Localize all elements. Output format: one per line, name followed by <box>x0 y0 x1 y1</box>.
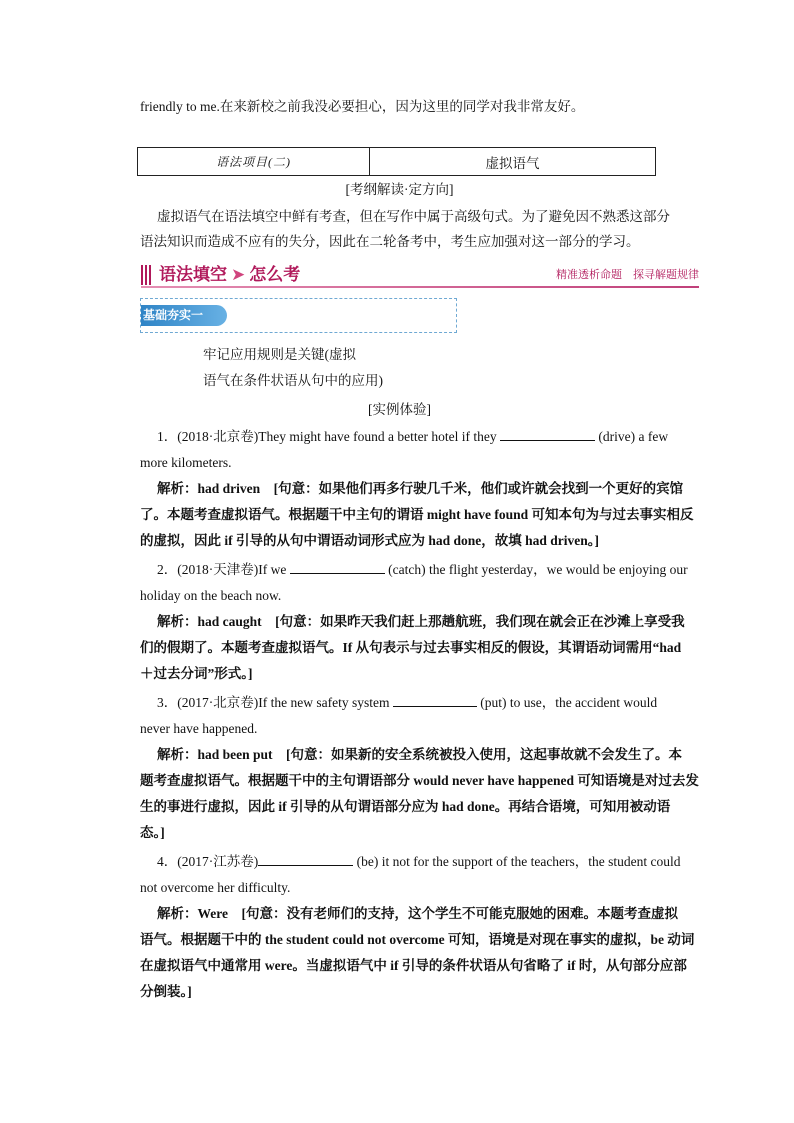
section-tag-box <box>140 298 457 333</box>
answer-4-line-4: 分倒装。] <box>140 984 192 999</box>
rule-line-1: 牢记应用规则是关键(虚拟 <box>203 347 356 362</box>
answer-1-line-3: 的虚拟，因此 if 引导的从句中谓语动词形式应为 had done，故填 had driven。] <box>140 533 600 548</box>
question-3-text-end: (put) to use，the accident would <box>480 695 658 710</box>
banner-title <box>159 263 300 287</box>
banner-subtitle: 精准透析命题 探寻解题规律 <box>556 268 699 281</box>
answer-3-line-1: 解析：had been put [句意：如果新的安全系统被投入使用，这起事故就不会发生了。本 <box>157 747 683 762</box>
answer-3-line-4: 态。] <box>140 825 165 840</box>
grammar-item-label: 语法项目(二) <box>138 148 370 175</box>
question-2-text: 2．(2018·天津卷)If we <box>157 562 287 577</box>
answer-2-line-1: 解析：had caught [句意：如果昨天我们赶上那趟航班，我们现在就会正在沙滩上享受我 <box>157 614 685 629</box>
banner-title-a: 语法填空 <box>159 265 227 285</box>
banner-stripe <box>141 265 153 285</box>
question-3-text: 3．(2017·北京卷)If the new safety system <box>157 695 390 710</box>
question-1-text: 1．(2018·北京卷)They might have found a better hotel if they <box>157 429 497 444</box>
question-1-line-2: more kilometers. <box>140 455 232 470</box>
banner-underline <box>141 286 699 288</box>
question-3-line-2: never have happened. <box>140 721 258 736</box>
section-tag: 基础夯实一 <box>141 305 227 326</box>
question-2-text-end: (catch) the flight yesterday，we would be enjoying our <box>388 562 688 577</box>
answer-3-line-3: 生的事进行虚拟，因此 if 引导的从句谓语部分应为 had done。再结合语境，可知用被动语 <box>140 799 671 814</box>
intro-line: friendly to me.在来新校之前我没必要担心，因为这里的同学对我非常友好。 <box>140 99 585 114</box>
answer-blank <box>258 852 353 866</box>
question-2-line-1 <box>157 560 688 580</box>
answer-blank <box>500 427 595 441</box>
grammar-item-table <box>137 147 656 176</box>
outline-text-1: 虚拟语气在语法填空中鲜有考查，但在写作中属于高级句式。为了避免因不熟悉这部分 <box>157 209 670 224</box>
answer-1-line-1: 解析：had driven [句意：如果他们再多行驶几千米，他们或许就会找到一个更好的宾馆 <box>157 481 684 496</box>
question-4-text-end: (be) it not for the support of the teachers，the student could <box>356 854 681 869</box>
outline-header: [考纲解读·定方向] <box>345 182 454 197</box>
question-1-text-end: (drive) a few <box>598 429 669 444</box>
question-4-line-2: not overcome her difficulty. <box>140 880 291 895</box>
question-4-line-1 <box>157 852 681 872</box>
rule-line-2: 语气在条件状语从句中的应用) <box>203 373 383 388</box>
answer-blank <box>290 560 385 574</box>
question-1-line-1 <box>157 427 668 447</box>
section-banner <box>141 263 699 288</box>
answer-4-line-1: 解析：Were [句意：没有老师们的支持，这个学生不可能克服她的困难。本题考查虚拟 <box>157 906 678 921</box>
answer-4-line-3: 在虚拟语气中通常用 were。当虚拟语气中 if 引导的条件状语从句省略了 if 时，从句部分应部 <box>140 958 687 973</box>
answer-3-line-2: 题考查虚拟语气。根据题干中的主句谓语部分 would never have happened 可知语境是对过去发 <box>140 773 699 788</box>
question-4-text: 4．(2017·江苏卷) <box>157 854 259 869</box>
answer-1-line-2: 了。本题考查虚拟语气。根据题干中主句的谓语 might have found 可知本句为与过去事实相反 <box>140 507 694 522</box>
banner-title-b: 怎么考 <box>249 265 301 285</box>
answer-2-line-2: 们的假期了。本题考查虚拟语气。If 从句表示与过去事实相反的假设，其谓语动词需用“had <box>140 640 682 655</box>
outline-text-2: 语法知识而造成不应有的失分，因此在二轮备考中，考生应加强对这一部分的学习。 <box>140 234 640 249</box>
answer-2-line-3: ＋过去分词”形式。] <box>140 666 253 681</box>
answer-4-line-2: 语气。根据题干中的 the student could not overcome 可知，语境是对现在事实的虚拟，be 动词 <box>140 932 695 947</box>
example-header: [实例体验] <box>368 402 431 417</box>
answer-blank <box>393 693 477 707</box>
question-2-line-2: holiday on the beach now. <box>140 588 282 603</box>
grammar-item-topic: 虚拟语气 <box>485 155 540 171</box>
arrow-icon: ➤ <box>231 265 246 285</box>
question-3-line-1 <box>157 693 657 713</box>
